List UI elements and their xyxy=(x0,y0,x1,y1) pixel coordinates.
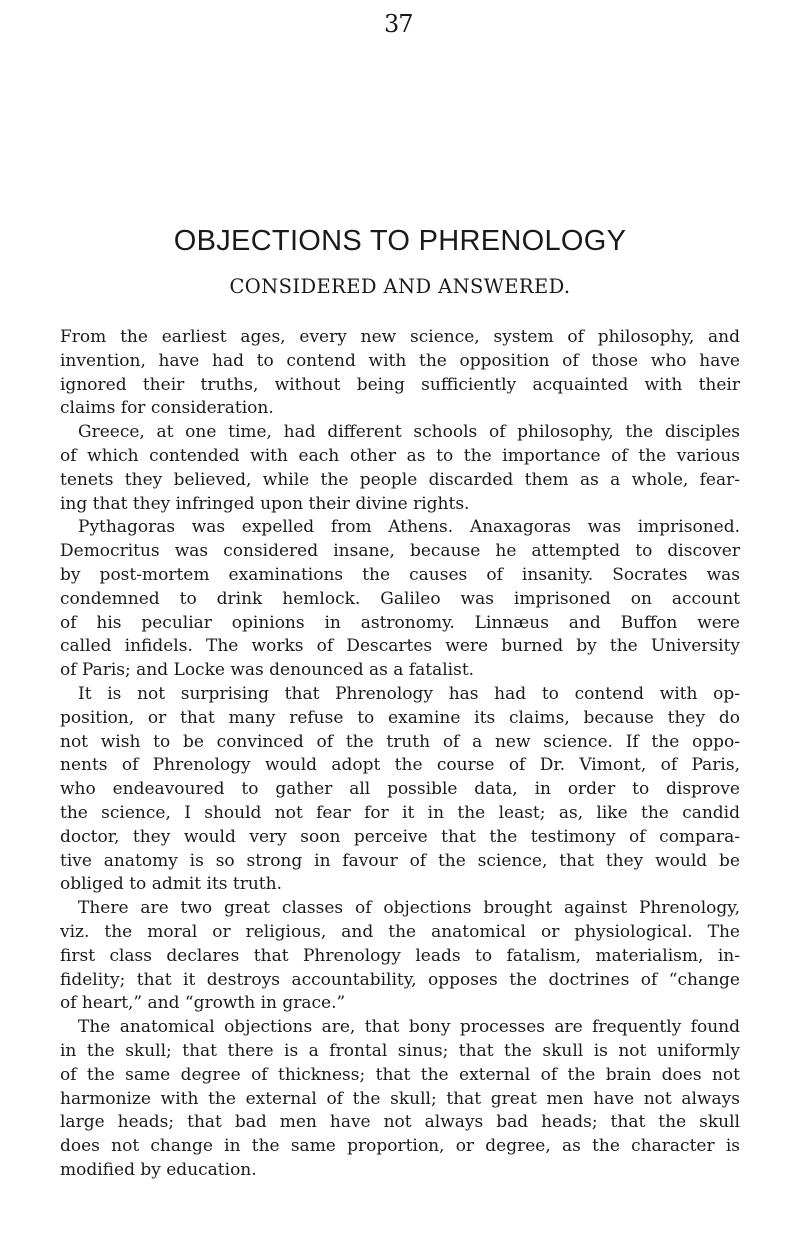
text-line: condemned to drink hemlock. Galileo was imprisoned on account xyxy=(60,588,740,609)
text-line: who endeavoured to gather all possible data, in order to disprove xyxy=(60,779,740,800)
text-line: obliged to admit its truth. xyxy=(60,874,282,895)
text-line: in the skull; that there is a frontal sinus; that the skull is not uniformly xyxy=(60,1040,740,1061)
text-line: by post-mortem examinations the causes of insanity. Socrates was xyxy=(60,564,740,585)
text-line: of his peculiar opinions in astronomy. Linnæus and Buffon were xyxy=(60,612,740,633)
body-text xyxy=(60,326,740,1183)
text-line: ing that they infringed upon their divine rights. xyxy=(60,493,470,514)
text-line: tenets they believed, while the people discarded them as a whole, fear- xyxy=(60,469,740,490)
text-line: viz. the moral or religious, and the anatomical or physiological. The xyxy=(60,921,740,942)
text-line: harmonize with the external of the skull; that great men have not always xyxy=(60,1088,740,1109)
text-line: From the earliest ages, every new science, system of philosophy, and xyxy=(60,327,740,347)
text-line: invention, have had to contend with the opposition of those who have xyxy=(60,350,740,371)
text-line: of which contended with each other as to the importance of the various xyxy=(60,445,740,466)
text-line: doctor, they would very soon perceive that the testimony of compara- xyxy=(60,826,740,847)
text-line: called infidels. The works of Descartes were burned by the University xyxy=(60,636,740,657)
text-line: ignored their truths, without being sufficiently acquainted with their xyxy=(60,374,740,395)
text-line: claims for consideration. xyxy=(60,398,274,419)
text-line: Greece, at one time, had different schools of philosophy, the disciples xyxy=(78,422,740,443)
text-line: fidelity; that it destroys accountability, opposes the doctrines of “change xyxy=(60,969,740,990)
text-line: of Paris; and Locke was denounced as a fatalist. xyxy=(60,660,475,681)
text-line: position, or that many refuse to examine its claims, because they do xyxy=(60,707,740,728)
text-line: large heads; that bad men have not always bad heads; that the skull xyxy=(60,1112,740,1133)
text-line: There are two great classes of objections brought against Phrenology, xyxy=(78,898,740,919)
chapter-subtitle: CONSIDERED AND ANSWERED. xyxy=(229,275,571,298)
text-line: Pythagoras was expelled from Athens. Anaxagoras was imprisoned. xyxy=(78,517,740,538)
text-line: not wish to be convinced of the truth of a new science. If the oppo- xyxy=(60,731,740,752)
page-number: 37 xyxy=(384,10,413,38)
text-line: tive anatomy is so strong in favour of the science, that they would be xyxy=(60,850,740,871)
text-line: nents of Phrenology would adopt the course of Dr. Vimont, of Paris, xyxy=(60,755,740,776)
text-line: of heart,” and “growth in grace.” xyxy=(60,993,346,1014)
text-line: first class declares that Phrenology leads to fatalism, materialism, in- xyxy=(60,945,740,966)
chapter-title: OBJECTIONS TO PHRENOLOGY xyxy=(173,225,627,257)
text-line: does not change in the same proportion, or degree, as the character is xyxy=(60,1136,740,1157)
text-line: It is not surprising that Phrenology has had to contend with op- xyxy=(78,683,740,704)
text-line: The anatomical objections are, that bony processes are frequently found xyxy=(78,1017,740,1038)
text-line: of the same degree of thickness; that the external of the brain does not xyxy=(60,1064,740,1085)
text-line: Democritus was considered insane, because he attempted to discover xyxy=(60,541,740,562)
text-line: the science, I should not fear for it in the least; as, like the candid xyxy=(60,802,740,823)
text-line: modified by education. xyxy=(60,1159,257,1180)
